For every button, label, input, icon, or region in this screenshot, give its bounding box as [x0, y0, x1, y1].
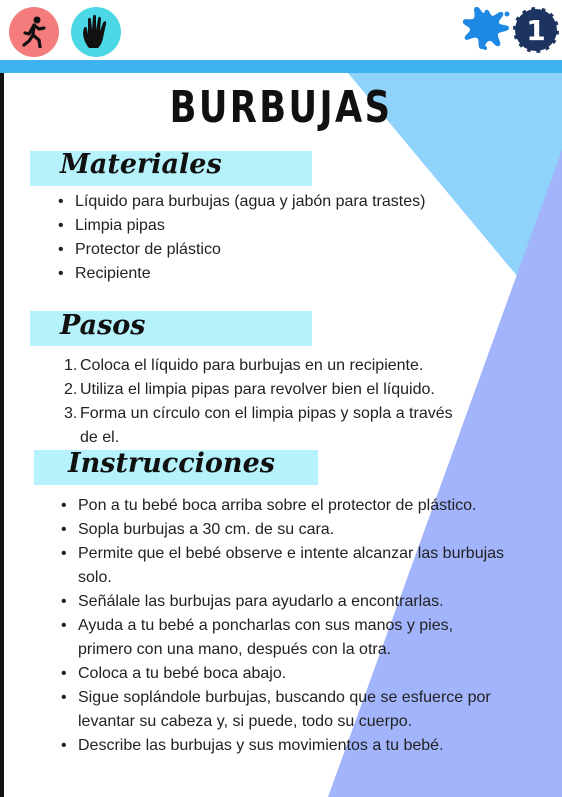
instruction-text-line: • Sopla burbujas a 30 cm. de su cara. — [78, 521, 335, 538]
step-item — [64, 354, 453, 378]
instruction-text-line: • Permite que el bebé observe e intente alcanzar las burbujas — [78, 545, 505, 562]
materiales-list — [75, 190, 425, 286]
pasos-list — [64, 354, 453, 450]
list-item — [78, 686, 504, 734]
instruction-text-line: primero con una mano, después con la otra. — [78, 641, 392, 658]
instruction-text-line: solo. — [78, 569, 112, 586]
list-item: • Líquido para burbujas (agua y jabón para trastes) — [75, 190, 425, 214]
list-item — [78, 590, 504, 614]
instrucciones-list — [78, 494, 504, 758]
instruction-text-line: • Sigue soplándole burbujas, buscando que se esfuerce por — [78, 689, 491, 706]
step-number-label: 2. — [64, 381, 78, 398]
list-item: • Protector de plástico — [75, 238, 425, 262]
step-item — [64, 402, 453, 450]
step-number-label: 3. — [64, 405, 78, 422]
pasos-heading: Pasos — [60, 310, 146, 341]
instruction-text-line: levantar su cabeza y, si puede, todo su cuerpo. — [78, 713, 413, 730]
step-text-line: de el. — [80, 429, 120, 446]
instruction-text-line: • Coloca a tu bebé boca abajo. — [78, 665, 287, 682]
instruction-text-line: • Señálale las burbujas para ayudarlo a encontrarlas. — [78, 593, 444, 610]
instruction-text-line: • Describe las burbujas y sus movimientos a tu bebé. — [78, 737, 444, 754]
instruction-text-line: • Ayuda a tu bebé a poncharlas con sus manos y pies, — [78, 617, 454, 634]
page-title: BURBUJAS — [169, 82, 393, 133]
list-item — [78, 614, 504, 662]
instrucciones-heading: Instrucciones — [68, 448, 275, 479]
list-item: • Limpia pipas — [75, 214, 425, 238]
list-item — [78, 494, 504, 518]
list-item: • Recipiente — [75, 262, 425, 286]
step-item — [64, 378, 453, 402]
materiales-heading: Materiales — [60, 149, 222, 180]
list-item — [78, 518, 504, 542]
list-item — [78, 734, 504, 758]
list-item — [78, 662, 504, 686]
list-item — [78, 542, 504, 590]
step-number: 1 — [526, 13, 546, 47]
step-text-line: Forma un círculo con el limpia pipas y sopla a través — [80, 405, 453, 422]
step-text-line: Coloca el líquido para burbujas en un recipiente. — [80, 357, 424, 374]
step-number-label: 1. — [64, 357, 78, 374]
instruction-text-line: • Pon a tu bebé boca arriba sobre el protector de plástico. — [78, 497, 477, 514]
step-text-line: Utiliza el limpia pipas para revolver bien el líquido. — [80, 381, 435, 398]
